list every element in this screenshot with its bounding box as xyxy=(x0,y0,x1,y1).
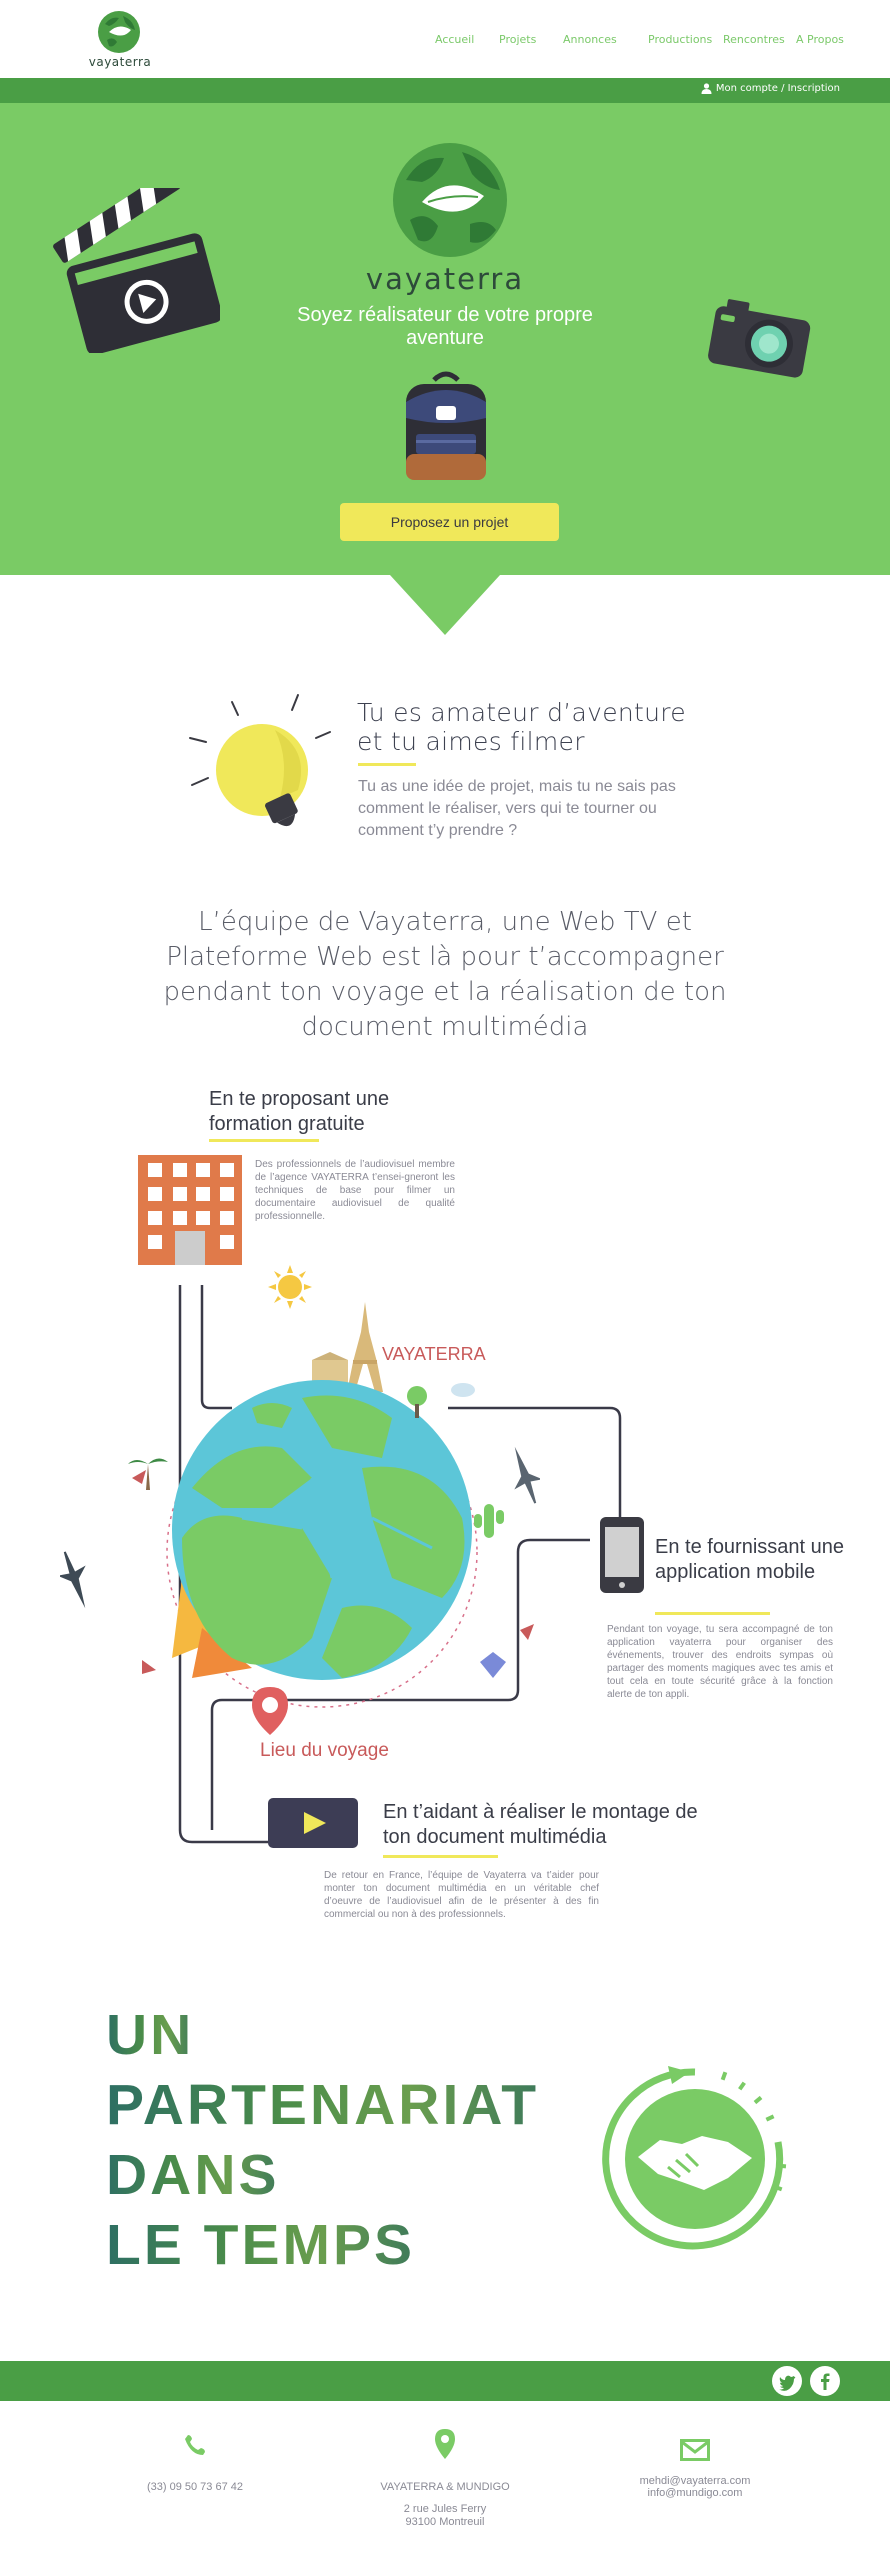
account-bar xyxy=(0,78,890,103)
building-icon xyxy=(138,1155,242,1265)
phone-icon xyxy=(183,2433,207,2457)
nav-productions[interactable]: Productions xyxy=(648,33,713,46)
plane-icon xyxy=(510,1445,540,1505)
hero-brand: vayaterra xyxy=(365,262,525,296)
intro-title: Tu es amateur d’aventure et tu aimes filmer xyxy=(357,698,686,756)
partner-line-3: DANS xyxy=(106,2140,280,2210)
nav-projets[interactable]: Projets xyxy=(499,33,537,46)
account-label: Mon compte / Inscription xyxy=(715,83,840,94)
feature-training-underline xyxy=(209,1139,319,1142)
clapperboard-icon xyxy=(50,188,220,353)
map-pin-icon xyxy=(434,2428,456,2460)
twitter-icon xyxy=(772,2366,802,2396)
feature-app-underline xyxy=(655,1612,770,1615)
sun-icon xyxy=(268,1265,312,1309)
hero-tagline: Soyez réalisateur de votre propre aventure xyxy=(297,304,593,349)
team-statement: L’équipe de Vayaterra, une Web TV et Plateforme Web est là pour t’accompagner pendant ton voyage et la réalisation de ton document multimédia xyxy=(163,907,727,1042)
facebook-button[interactable] xyxy=(810,2366,840,2396)
feature-training-title: En te proposant une formation gratuite xyxy=(209,1088,390,1135)
partner-line-1: UN xyxy=(106,2000,194,2070)
plane-icon-left xyxy=(60,1550,90,1610)
logo-text[interactable]: vayaterra xyxy=(88,55,152,69)
intro-title-underline xyxy=(358,763,416,766)
trip-location-label: Lieu du voyage xyxy=(260,1740,389,1761)
footer-address-1: 2 rue Jules Ferry xyxy=(403,2503,487,2515)
gem-icon xyxy=(478,1650,508,1680)
feature-app-text: Pendant ton voyage, tu sera accompagné de ton application vayaterra pour organiser des événements, trouver des endroits sympas où partager des moments magiques avec tes amis et tout cela en toute sécurité grâce à la fonction alerte de ton appli. xyxy=(607,1624,833,1700)
globe-leaf-icon xyxy=(392,142,508,258)
video-player-icon xyxy=(268,1798,358,1848)
feature-training-text: Des professionnels de l’audiovisuel membre de l’agence VAYATERRA t’ensei-gneront les techniques de base pour filmer un documentaire audiovisuel de qualité professionnelle. xyxy=(255,1159,455,1222)
footer-bar xyxy=(0,2361,890,2401)
partner-line-4: LE TEMPS xyxy=(106,2210,415,2280)
nav-a-propos[interactable]: A Propos xyxy=(796,33,844,46)
vayaterra-map-label: VAYATERRA xyxy=(382,1344,486,1364)
mail-icon xyxy=(680,2439,710,2461)
palm-tree-icon xyxy=(128,1450,168,1490)
hero-pointer xyxy=(390,575,500,635)
lightbulb-icon xyxy=(180,680,340,840)
nav-rencontres[interactable]: Rencontres xyxy=(723,33,785,46)
feature-editing-text: De retour en France, l’équipe de Vayaterra va t’aider pour monter ton document multimédia en un véritable chef d’oeuvre de l’audiovisuel afin de le présenter à des fin commercial ou non à des professionnels. xyxy=(324,1870,599,1920)
logo-globe-icon[interactable] xyxy=(97,10,141,54)
twitter-button[interactable] xyxy=(772,2366,802,2396)
footer-company: VAYATERRA & MUNDIGO xyxy=(380,2481,510,2493)
cactus-icon xyxy=(470,1500,510,1540)
nav-annonces[interactable]: Annonces xyxy=(563,33,617,46)
site-header xyxy=(0,0,890,78)
partner-line-2: PARTENARIAT xyxy=(106,2070,539,2140)
footer-email-2[interactable]: info@mundigo.com xyxy=(647,2487,743,2499)
tree-icon xyxy=(405,1378,485,1438)
facebook-icon xyxy=(810,2366,840,2396)
nav-accueil[interactable]: Accueil xyxy=(435,33,475,46)
backpack-icon xyxy=(400,368,492,483)
feature-app-title: En te fournissant une application mobile xyxy=(655,1536,845,1583)
feature-editing-title: En t’aidant à réaliser le montage de ton document multimédia xyxy=(383,1801,698,1848)
handshake-icon xyxy=(598,2062,793,2257)
feature-editing-underline xyxy=(383,1855,498,1858)
intro-text: Tu as une idée de projet, mais tu ne sais pas comment le réaliser, vers qui te tourner ou comment t’y prendre ? xyxy=(358,778,676,839)
smartphone-icon xyxy=(598,1515,646,1595)
propose-project-button[interactable]: Proposez un projet xyxy=(340,503,559,541)
account-link[interactable] xyxy=(701,83,840,94)
user-icon xyxy=(701,83,712,94)
play-icon xyxy=(268,1798,358,1848)
footer-email-1[interactable]: mehdi@vayaterra.com xyxy=(639,2475,751,2487)
location-pin-icon xyxy=(250,1685,290,1737)
footer-address-2: 93100 Montreuil xyxy=(405,2516,485,2528)
footer-phone: (33) 09 50 73 67 42 xyxy=(146,2481,244,2493)
camera-icon xyxy=(702,295,818,379)
